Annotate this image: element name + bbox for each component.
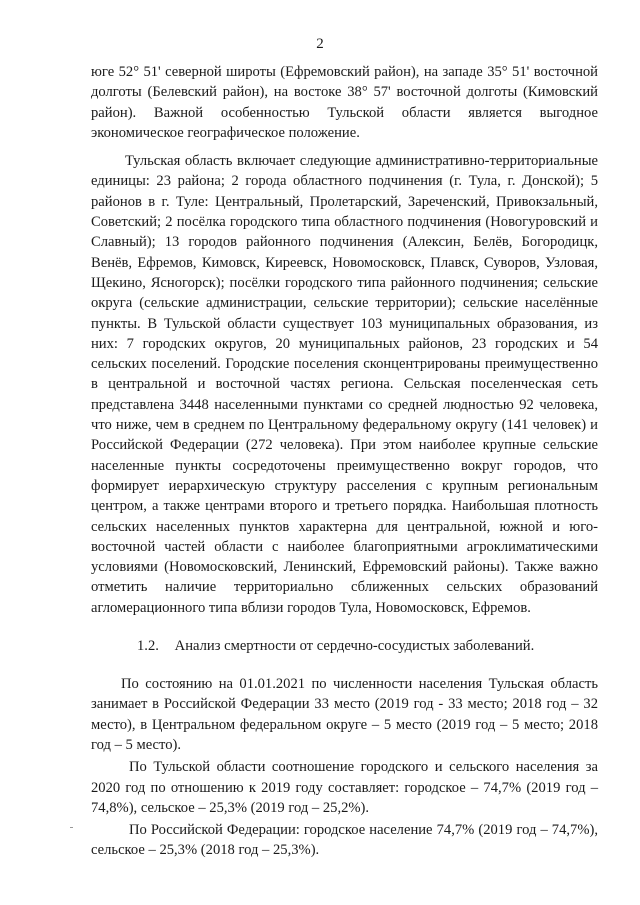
section-heading [91,636,598,656]
paragraph-geography: юге 52° 51' северной широты (Ефремовский район), на западе 35° 51' восточной долготы (Белевский район), на востоке 38° 57' восточной долготы (Кимовский район). Важной особенностью Тульской области является выгодное экономическое географическое положение. [91,64,598,141]
margin-mark [70,827,73,828]
paragraph-urban-rural-russia: По Российской Федерации: городское население 74,7% (2019 год – 74,7%), сельское – 25,3% (2018 год – 25,3%). [91,822,598,859]
paragraph-administrative-units: Тульская область включает следующие административно-территориальные единицы: 23 района; 2 города областного подчинения (г. Тула, г. Донской); 5 районов в г. Туле: Центральный, Пролетарский, Зареченский, Привокзальный, Советский; 2 посёлка городского типа областного подчинения (Новогуровский и Славный); 13 городов районного подчинения (Алексин, Белёв, Богородицк, Венёв, Ефремов, Кимовск, Киреевск, Новомосковск, Плавск, Суворов, Узловая, Щекино, Ясногорск); посёлки городского типа районного подчинения; сельские округа (сельские администрации, сельские территории); сельские населённые пункты. В Тульской области существует 103 муниципальных образования, из них: 7 городских округов, 20 муниципальных районов, 23 городских и 54 сельских поселений. Городские поселения сконцентрированы преимущественно в центральной и восточной частях региона. Сельская поселенческая сеть представлена 3448 населенными пунктами со средней людностью 92 человека, что ниже, чем в среднем по Центральному федеральному округу (141 человек) и Российской Федерации (272 человека). При этом наиболее крупные сельские населенные пункты сосредоточены преимущественно вокруг городов, что формирует иерархическую структуру расселения с крупным региональным центром, а также центрами второго и третьего порядка. Наибольшая плотность сельских населенных пунктов характерна для центральной, южной и юго-восточной частей области с наиболее благоприятными агроклиматическими условиями (Новомосковский, Ленинский, Ефремовский районы). Также важно отметить наличие территориально сближенных сельских образований агломерационного типа вблизи городов Тула, Новомосковск, Ефремов. [91,153,598,616]
section-title: Анализ смертности от сердечно-сосудистых заболеваний. [174,638,535,655]
paragraph-population-rank: По состоянию на 01.01.2021 по численности населения Тульская область занимает в Российской Федерации 33 место (2019 год - 33 место; 2018 год – 32 место), в Центральном федеральном округе – 5 место (2019 год – 5 место; 2018 год – 5 место). [91,676,598,753]
document-body [91,62,598,861]
page-number: 2 [316,36,324,52]
paragraph-urban-rural-region: По Тульской области соотношение городского и сельского населения за 2020 год по отношению к 2019 году составляет: городское – 74,7% (2019 год – 74,8%), сельское – 25,3% (2019 год – 25,2%). [91,759,598,816]
section-number: 1.2. [137,638,159,655]
